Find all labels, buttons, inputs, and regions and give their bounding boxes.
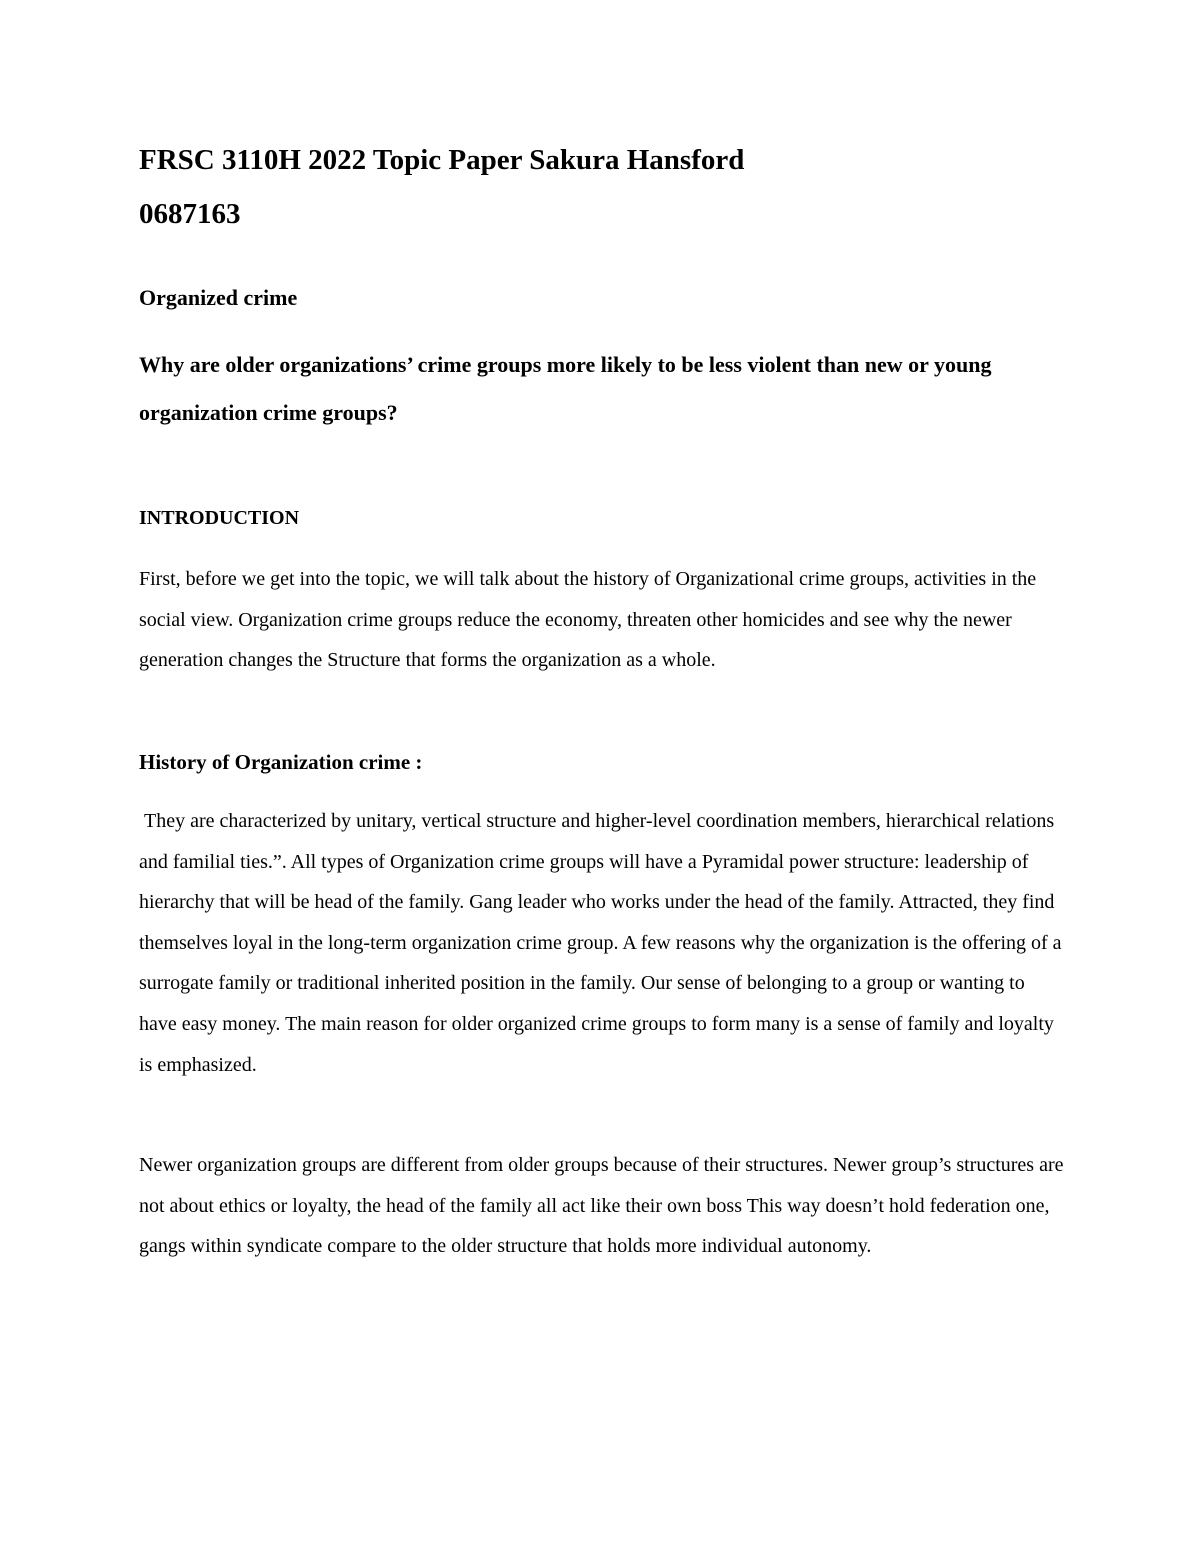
history-heading: History of Organization crime :	[139, 750, 423, 774]
document-title: FRSC 3110H 2022 Topic Paper Sakura Hansford	[139, 144, 745, 176]
research-question: Why are older organizations’ crime groups more likely to be less violent than new or young organization crime groups?	[139, 352, 992, 425]
subject-heading: Organized crime	[139, 285, 298, 310]
introduction-heading: INTRODUCTION	[139, 507, 300, 529]
student-number: 0687163	[139, 198, 241, 230]
introduction-paragraph: First, before we get into the topic, we will talk about the history of Organizational crime groups, activities in the social view. Organization crime groups reduce the economy, threaten other homicides and see why the newer generation changes the Structure that forms the organization as a whole.	[139, 568, 1037, 672]
newer-groups-paragraph: Newer organization groups are different from older groups because of their structures. Newer group’s structures are not about ethics or loyalty, the head of the family all act like their own boss This way doesn’t hold federation one, gangs within syndicate compare to the older structure that holds more individual autonomy.	[139, 1154, 1064, 1258]
history-paragraph: They are characterized by unitary, vertical structure and higher-level coordination members, hierarchical relations and familial ties.”. All types of Organization crime groups will have a Pyramidal power structure: leadership of hierarchy that will be head of the family. Gang leader who works under the head of the family. Attracted, they find themselves loyal in the long-term organization crime group. A few reasons why the organization is the offering of a surrogate family or traditional inherited position in the family. Our sense of belonging to a group or wanting to have easy money. The main reason for older organized crime groups to form many is a sense of family and loyalty is emphasized.	[139, 810, 1067, 1076]
